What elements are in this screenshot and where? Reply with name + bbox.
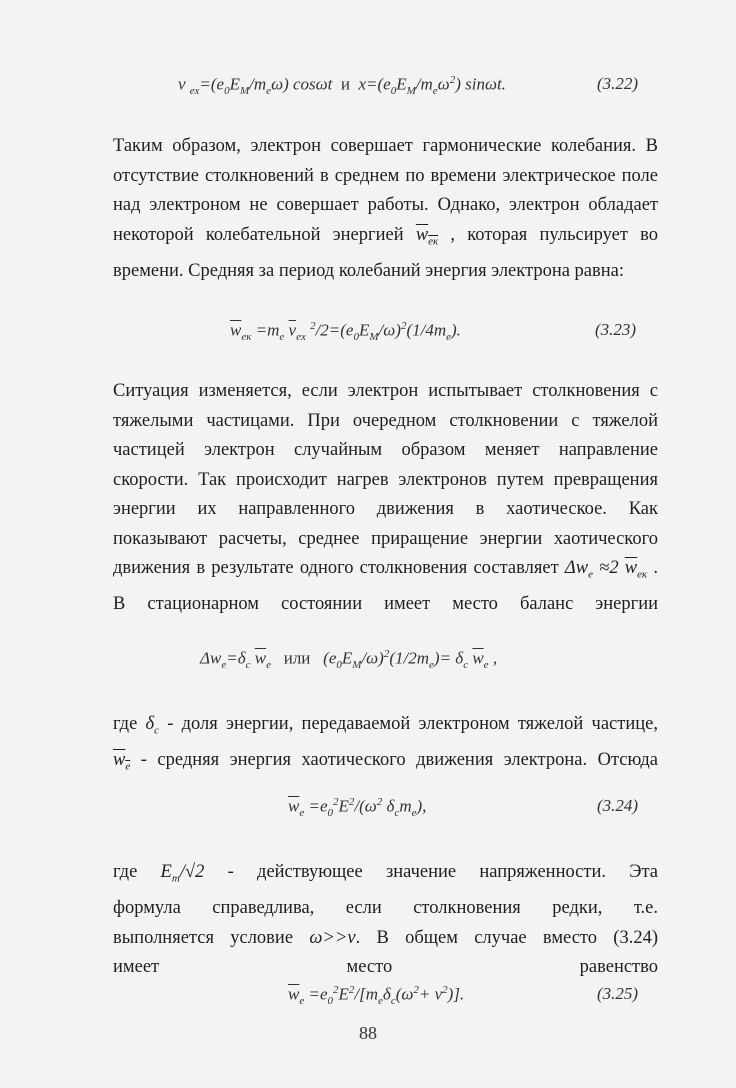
equation-3-25: $\overline{w}_e =e_0^2E^2/[m_e\delta_c(\omega^2+ \nu^2)]$.	[288, 984, 465, 1008]
equation-energy-balance: $\Delta w_e=\delta_c$ $\overline{w}_e$ или $(e_0E_M/\omega)^2(1/2m_e)= \delta_c$ $\overline{w}_e$ ,	[200, 648, 498, 672]
equation-number-3-23: (3.23)	[595, 320, 637, 339]
equation-3-22: v $_{ех}=(e_0E_M/m_e\omega)$ cosωt и $x=(e_0E_M/m_e\omega^2)$ sinωt.	[178, 74, 506, 98]
paragraph-4: где $E_m/√2$ - действующее значение напряженности. Эта формула справедлива, если столкновения редки, т.е. выполняется условие ω>>ν. В общем случае вместо (3.24) имеет место равенство	[113, 862, 658, 978]
page-number: 88	[359, 1023, 377, 1043]
equation-number-3-24: (3.24)	[597, 796, 639, 815]
equation-number-3-22: (3.22)	[597, 74, 639, 93]
paragraph-2: Ситуация изменяется, если электрон испытывает столкновения с тяжелыми частицами. При очередном столкновении с тяжелой частицей электрон случайным образом меняет направление скорости. Так происходит нагрев электронов путем превращения энергии их направленного движения в хаотическое. Как показывают расчеты, среднее приращение энергии хаотического движения в результате одного столкновения составляет $\Delta w_e \approx 2$ $\overline{w}_{ек}$ . В стационарном состоянии имеет место баланс энергии	[113, 381, 659, 615]
paragraph-1: Таким образом, электрон совершает гармонические колебания. В отсутствие столкновений в среднем по времени электрическое поле над электроном не совершает работы. Однако, электрон обладает некоторой колебательной энергией $w_{ек}$ , которая пульсирует во времени. Средняя за период колебаний энергия электрона равна:	[113, 136, 658, 281]
equation-3-23: $\overline{w}_{ек} =m_e$ $\overline{v}_{ex}$ $^2/2=(e_0E_M/\omega)^2(1/4m_e)$.	[230, 320, 461, 344]
paragraph-3: где $\delta_c$ - доля энергии, передаваемой электроном тяжелой частице, $w_e$ - средняя энергия хаотического движения электрона. Отсюда	[113, 714, 658, 773]
equation-3-24: $\overline{w}_e =e_0^2E^2/(\omega^2$ $\delta_cm_e$),	[288, 796, 427, 820]
equation-number-3-25: (3.25)	[597, 984, 639, 1003]
